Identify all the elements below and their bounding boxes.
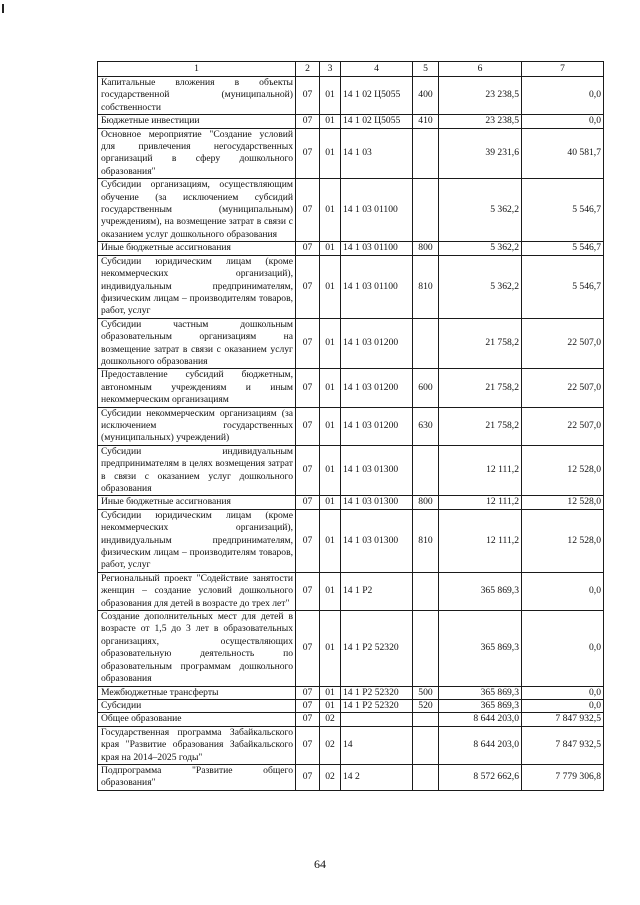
subsection-cell: 01 xyxy=(320,407,341,445)
subsection-cell: 01 xyxy=(320,699,341,712)
table-row xyxy=(98,128,604,179)
section-cell: 07 xyxy=(296,255,320,318)
header-cell: 6 xyxy=(439,62,522,77)
amount-year1-cell: 8 644 203,0 xyxy=(439,713,522,726)
target-article-cell: 14 1 03 xyxy=(341,128,413,179)
table-row xyxy=(98,318,604,369)
row-name-cell: Государственная программа Забайкальского края "Развитие образования Забайкальского края на 2014–2025 годы" xyxy=(98,726,296,764)
subsection-cell: 01 xyxy=(320,496,341,509)
section-cell: 07 xyxy=(296,764,320,790)
table-row xyxy=(98,496,604,509)
target-article-cell: 14 1 03 01100 xyxy=(341,242,413,255)
target-article-cell: 14 xyxy=(341,726,413,764)
expense-type-cell xyxy=(413,128,439,179)
amount-year1-cell: 12 111,2 xyxy=(439,496,522,509)
table-row xyxy=(98,509,604,572)
amount-year1-cell: 23 238,5 xyxy=(439,77,522,115)
amount-year2-cell: 0,0 xyxy=(522,115,604,128)
target-article-cell: 14 1 P2 52320 xyxy=(341,699,413,712)
subsection-cell: 01 xyxy=(320,255,341,318)
expense-type-cell xyxy=(413,572,439,610)
amount-year1-cell: 12 111,2 xyxy=(439,445,522,496)
section-cell: 07 xyxy=(296,726,320,764)
target-article-cell xyxy=(341,713,413,726)
amount-year2-cell: 5 546,7 xyxy=(522,179,604,242)
subsection-cell: 02 xyxy=(320,713,341,726)
subsection-cell: 02 xyxy=(320,764,341,790)
amount-year2-cell: 12 528,0 xyxy=(522,496,604,509)
target-article-cell: 14 1 P2 xyxy=(341,572,413,610)
subsection-cell: 01 xyxy=(320,242,341,255)
expense-type-cell xyxy=(413,611,439,686)
amount-year1-cell: 21 758,2 xyxy=(439,407,522,445)
amount-year2-cell: 5 546,7 xyxy=(522,242,604,255)
amount-year2-cell: 22 507,0 xyxy=(522,369,604,407)
expense-type-cell xyxy=(413,179,439,242)
scan-edge-mark xyxy=(2,4,4,13)
row-name-cell: Иные бюджетные ассигнования xyxy=(98,496,296,509)
amount-year1-cell: 23 238,5 xyxy=(439,115,522,128)
amount-year1-cell: 5 362,2 xyxy=(439,179,522,242)
amount-year2-cell: 7 847 932,5 xyxy=(522,726,604,764)
target-article-cell: 14 2 xyxy=(341,764,413,790)
amount-year1-cell: 21 758,2 xyxy=(439,318,522,369)
expense-type-cell xyxy=(413,318,439,369)
row-name-cell: Региональный проект "Содействие занятости женщин – создание условий дошкольного образования для детей в возрасте до трех лет" xyxy=(98,572,296,610)
row-name-cell: Бюджетные инвестиции xyxy=(98,115,296,128)
target-article-cell: 14 1 03 01100 xyxy=(341,179,413,242)
section-cell: 07 xyxy=(296,407,320,445)
section-cell: 07 xyxy=(296,77,320,115)
header-cell: 3 xyxy=(320,62,341,77)
subsection-cell: 01 xyxy=(320,77,341,115)
amount-year1-cell: 5 362,2 xyxy=(439,255,522,318)
amount-year2-cell: 22 507,0 xyxy=(522,318,604,369)
header-cell: 5 xyxy=(413,62,439,77)
table-row xyxy=(98,77,604,115)
section-cell: 07 xyxy=(296,128,320,179)
header-cell: 4 xyxy=(341,62,413,77)
table-row xyxy=(98,572,604,610)
row-name-cell: Субсидии юридическим лицам (кроме некоммерческих организаций), индивидуальным предпринимателям, физическим лицам – производителям товаров, работ, услуг xyxy=(98,509,296,572)
subsection-cell: 01 xyxy=(320,318,341,369)
table-row xyxy=(98,699,604,712)
expense-type-cell: 400 xyxy=(413,77,439,115)
target-article-cell: 14 1 03 01300 xyxy=(341,496,413,509)
page-number: 64 xyxy=(314,857,326,871)
amount-year2-cell: 40 581,7 xyxy=(522,128,604,179)
expense-type-cell: 800 xyxy=(413,496,439,509)
section-cell: 07 xyxy=(296,179,320,242)
section-cell: 07 xyxy=(296,445,320,496)
expense-type-cell xyxy=(413,726,439,764)
row-name-cell: Общее образование xyxy=(98,713,296,726)
expense-type-cell: 630 xyxy=(413,407,439,445)
target-article-cell: 14 1 03 01300 xyxy=(341,509,413,572)
target-article-cell: 14 1 P2 52320 xyxy=(341,686,413,699)
amount-year1-cell: 5 362,2 xyxy=(439,242,522,255)
header-cell: 2 xyxy=(296,62,320,77)
section-cell: 07 xyxy=(296,572,320,610)
amount-year2-cell: 0,0 xyxy=(522,699,604,712)
table-row xyxy=(98,407,604,445)
table-row xyxy=(98,242,604,255)
row-name-cell: Субсидии индивидуальным предпринимателям в целях возмещения затрат в связи с оказанием услуг дошкольного образования xyxy=(98,445,296,496)
amount-year2-cell: 0,0 xyxy=(522,77,604,115)
row-name-cell: Субсидии некоммерческим организациям (за исключением государственных (муниципальных) учреждений) xyxy=(98,407,296,445)
section-cell: 07 xyxy=(296,369,320,407)
table-row xyxy=(98,445,604,496)
amount-year1-cell: 365 869,3 xyxy=(439,686,522,699)
target-article-cell: 14 1 03 01100 xyxy=(341,255,413,318)
target-article-cell: 14 1 03 01200 xyxy=(341,318,413,369)
subsection-cell: 01 xyxy=(320,686,341,699)
amount-year1-cell: 365 869,3 xyxy=(439,611,522,686)
section-cell: 07 xyxy=(296,496,320,509)
expense-type-cell: 810 xyxy=(413,509,439,572)
header-row xyxy=(98,62,604,77)
subsection-cell: 01 xyxy=(320,611,341,686)
expense-type-cell: 500 xyxy=(413,686,439,699)
amount-year1-cell: 8 644 203,0 xyxy=(439,726,522,764)
section-cell: 07 xyxy=(296,713,320,726)
expense-type-cell xyxy=(413,713,439,726)
amount-year1-cell: 21 758,2 xyxy=(439,369,522,407)
target-article-cell: 14 1 02 Ц5055 xyxy=(341,77,413,115)
table-row xyxy=(98,764,604,790)
amount-year1-cell: 8 572 662,6 xyxy=(439,764,522,790)
header-cell: 1 xyxy=(98,62,296,77)
budget-table xyxy=(97,61,604,791)
subsection-cell: 01 xyxy=(320,115,341,128)
header-cell: 7 xyxy=(522,62,604,77)
subsection-cell: 01 xyxy=(320,179,341,242)
row-name-cell: Предоставление субсидий бюджетным, автономным учреждениям и иным некоммерческим организациям xyxy=(98,369,296,407)
section-cell: 07 xyxy=(296,699,320,712)
target-article-cell: 14 1 03 01300 xyxy=(341,445,413,496)
amount-year2-cell: 22 507,0 xyxy=(522,407,604,445)
expense-type-cell: 520 xyxy=(413,699,439,712)
expense-type-cell: 810 xyxy=(413,255,439,318)
row-name-cell: Иные бюджетные ассигнования xyxy=(98,242,296,255)
row-name-cell: Подпрограмма "Развитие общего образования" xyxy=(98,764,296,790)
target-article-cell: 14 1 03 01200 xyxy=(341,407,413,445)
section-cell: 07 xyxy=(296,686,320,699)
expense-type-cell xyxy=(413,445,439,496)
subsection-cell: 01 xyxy=(320,369,341,407)
amount-year2-cell: 0,0 xyxy=(522,686,604,699)
row-name-cell: Межбюджетные трансферты xyxy=(98,686,296,699)
amount-year1-cell: 365 869,3 xyxy=(439,572,522,610)
target-article-cell: 14 1 02 Ц5055 xyxy=(341,115,413,128)
table-row xyxy=(98,179,604,242)
row-name-cell: Субсидии организациям, осуществляющим обучение (за исключением субсидий государственным (муниципальным) учреждениям), на возмещение затрат в связи с оказанием услуг дошкольного образования xyxy=(98,179,296,242)
target-article-cell: 14 1 P2 52320 xyxy=(341,611,413,686)
row-name-cell: Создание дополнительных мест для детей в возрасте от 1,5 до 3 лет в образовательных организациях, осуществляющих образовательную деятельность по образовательным программам дошкольного образования xyxy=(98,611,296,686)
section-cell: 07 xyxy=(296,509,320,572)
target-article-cell: 14 1 03 01200 xyxy=(341,369,413,407)
amount-year2-cell: 7 779 306,8 xyxy=(522,764,604,790)
table-row xyxy=(98,713,604,726)
subsection-cell: 01 xyxy=(320,445,341,496)
table-row xyxy=(98,686,604,699)
amount-year2-cell: 12 528,0 xyxy=(522,445,604,496)
section-cell: 07 xyxy=(296,242,320,255)
row-name-cell: Субсидии юридическим лицам (кроме некоммерческих организаций), индивидуальным предпринимателям, физическим лицам – производителям товаров, работ, услуг xyxy=(98,255,296,318)
amount-year2-cell: 7 847 932,5 xyxy=(522,713,604,726)
amount-year1-cell: 12 111,2 xyxy=(439,509,522,572)
amount-year2-cell: 12 528,0 xyxy=(522,509,604,572)
expense-type-cell: 410 xyxy=(413,115,439,128)
amount-year1-cell: 39 231,6 xyxy=(439,128,522,179)
subsection-cell: 01 xyxy=(320,572,341,610)
subsection-cell: 02 xyxy=(320,726,341,764)
row-name-cell: Основное мероприятие "Создание условий для привлечения негосударственных организаций в сферу дошкольного образования" xyxy=(98,128,296,179)
row-name-cell: Субсидии частным дошкольным образовательным организациям на возмещение затрат в связи с оказанием услуг дошкольного образования xyxy=(98,318,296,369)
amount-year2-cell: 5 546,7 xyxy=(522,255,604,318)
section-cell: 07 xyxy=(296,115,320,128)
table-row xyxy=(98,255,604,318)
row-name-cell: Капитальные вложения в объекты государственной (муниципальной) собственности xyxy=(98,77,296,115)
amount-year1-cell: 365 869,3 xyxy=(439,699,522,712)
table-row xyxy=(98,115,604,128)
section-cell: 07 xyxy=(296,611,320,686)
table-row xyxy=(98,726,604,764)
row-name-cell: Субсидии xyxy=(98,699,296,712)
subsection-cell: 01 xyxy=(320,128,341,179)
subsection-cell: 01 xyxy=(320,509,341,572)
expense-type-cell: 600 xyxy=(413,369,439,407)
amount-year2-cell: 0,0 xyxy=(522,572,604,610)
table-row xyxy=(98,611,604,686)
expense-type-cell xyxy=(413,764,439,790)
expense-type-cell: 800 xyxy=(413,242,439,255)
amount-year2-cell: 0,0 xyxy=(522,611,604,686)
section-cell: 07 xyxy=(296,318,320,369)
table-row xyxy=(98,369,604,407)
